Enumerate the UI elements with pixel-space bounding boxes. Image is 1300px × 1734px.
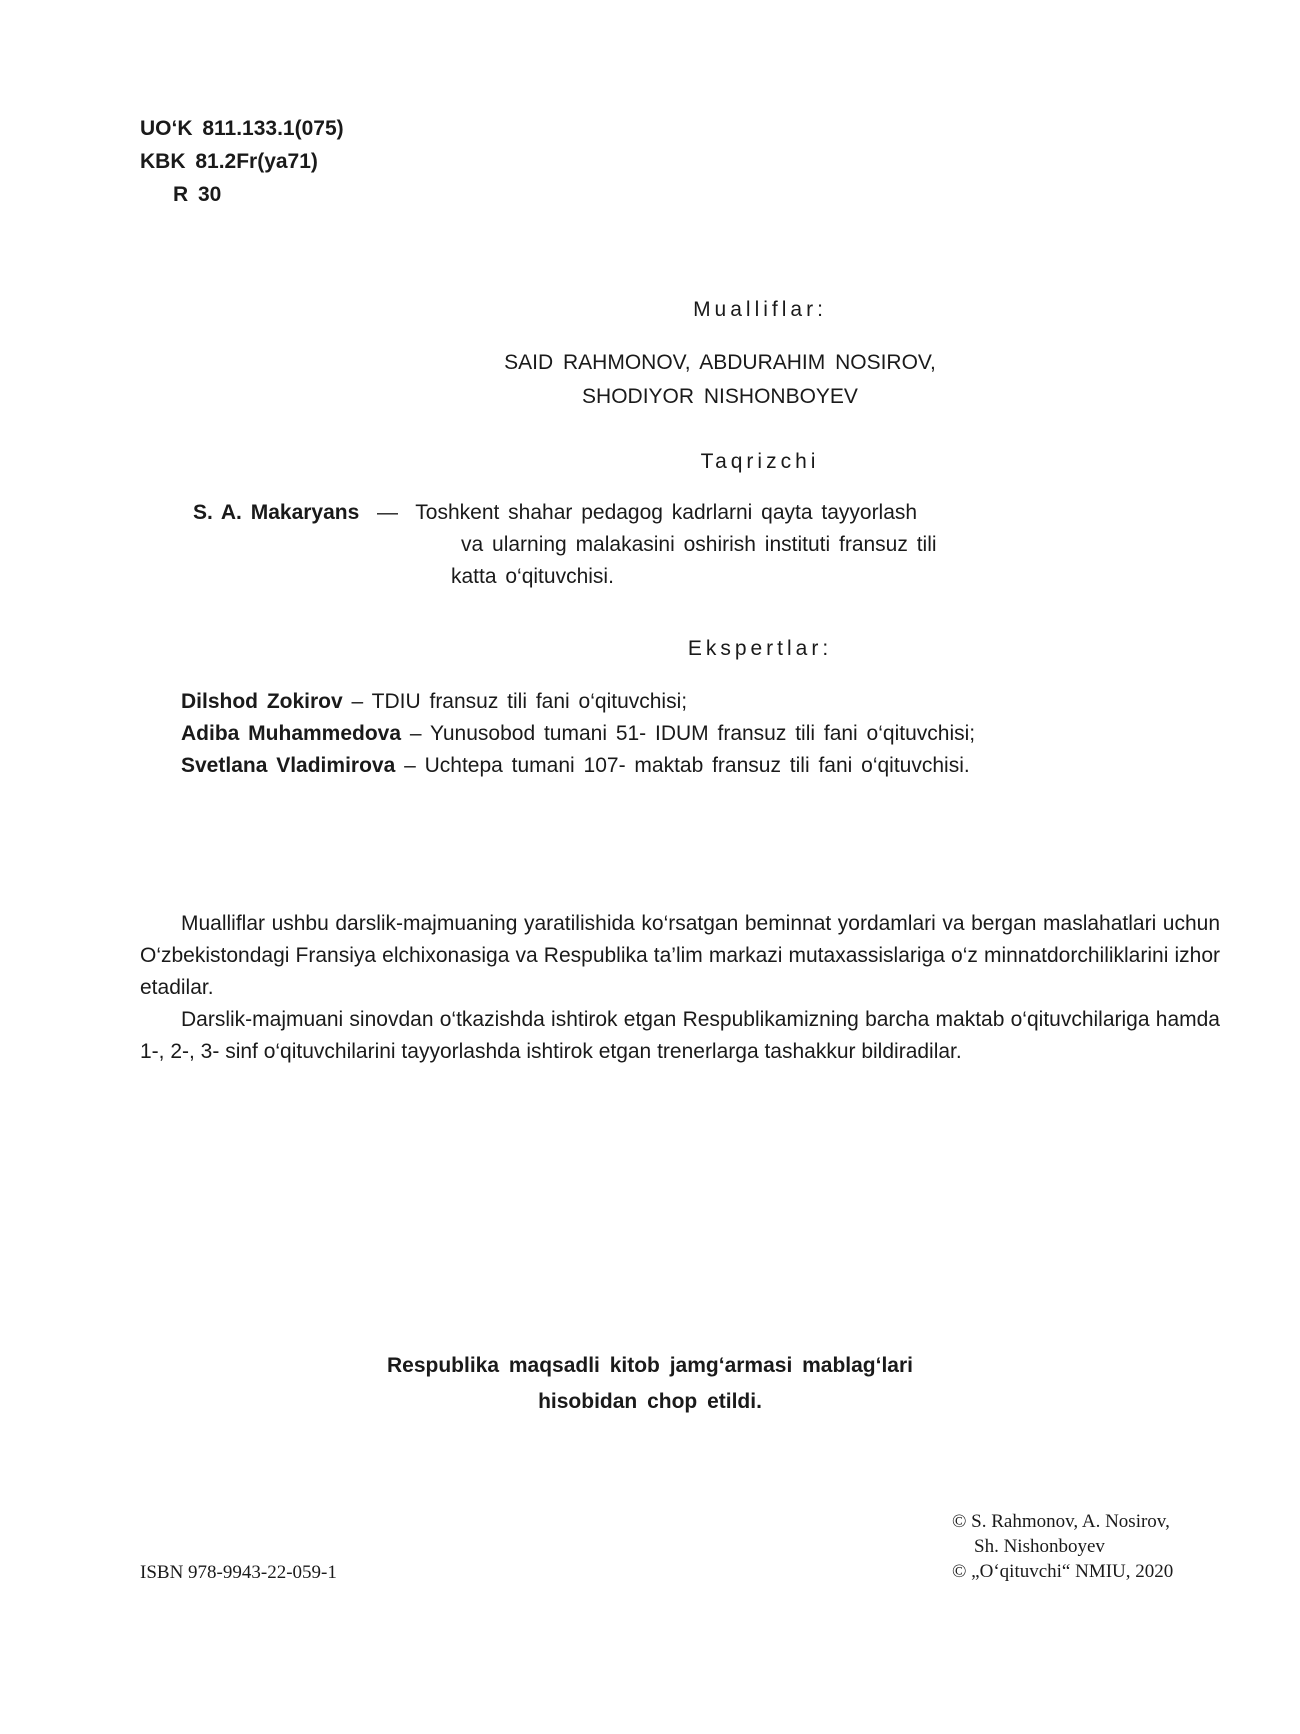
authors-names [420,346,1020,414]
expert-name: Adiba Muhammedova [181,722,402,745]
copyright-block [952,1509,1173,1584]
acknowledgement-paragraph-1: Mualliflar ushbu darslik-majmuaning yaratilishida ko‘rsatgan beminnat yordamlari va bergan maslahatlari uchun O‘zbekistondagi Fransiya elchixonasiga va Respublika ta’lim markazi mutaxassislariga o‘z minnatdorchiliklarini izhor etadilar. [140,912,1220,999]
acknowledgement-paragraph-2: Darslik-majmuani sinovdan o‘tkazishda ishtirok etgan Respublikamizning barcha maktab o‘qituvchilariga hamda 1-, 2-, 3- sinf o‘qituvchilarini tayyorlashda ishtirok etgan trenerlarga tashakkur bildiradilar. [140,1008,1220,1063]
author-code: R 30 [173,183,222,206]
funding-line-2: hisobidan chop etildi. [538,1390,762,1413]
experts-heading: Ekspertlar: [687,637,833,660]
reviewer-name: S. A. Makaryans [193,501,360,524]
reviewer-heading: Taqrizchi [700,450,820,473]
kbk-code: KBK 81.2Fr(ya71) [140,150,318,173]
reviewer-entry [193,497,937,593]
expert-row [181,750,975,782]
authors-line-1: SAID RAHMONOV, ABDURAHIM NOSIROV, [504,351,936,374]
expert-name: Dilshod Zokirov [181,690,343,713]
isbn: ISBN 978-9943-22-059-1 [140,1562,337,1583]
authors-heading: Mualliflar: [693,298,827,321]
authors-line-2: SHODIYOR NISHONBOYEV [582,385,858,408]
expert-row [181,686,975,718]
expert-desc: – TDIU fransuz tili fani o‘qituvchisi; [342,690,688,713]
funding-note [0,1348,1300,1420]
reviewer-desc-1: Toshkent shahar pedagog kadrlarni qayta tayyorlash [415,501,918,524]
udk-code: UO‘K 811.133.1(075) [140,117,344,140]
classification-block [140,112,344,211]
reviewer-desc-2: va ularning malakasini oshirish instituti fransuz tili [461,533,937,556]
reviewer-line-1 [193,497,937,529]
copyright-line-3: © „O‘qituvchi“ NMIU, 2020 [952,1561,1174,1582]
funding-line-1: Respublika maqsadli kitob jamg‘armasi mablag‘lari [386,1354,913,1377]
reviewer-desc-3: katta o‘qituvchisi. [451,565,614,588]
copyright-line-2: Sh. Nishonboyev [974,1536,1105,1557]
expert-name: Svetlana Vladimirova [181,754,396,777]
acknowledgements [140,908,1220,1068]
expert-row [181,718,975,750]
expert-desc: – Uchtepa tumani 107- maktab fransuz tili fani o‘qituvchisi. [395,754,970,777]
expert-desc: – Yunusobod tumani 51- IDUM fransuz tili fani o‘qituvchisi; [401,722,976,745]
experts-list [181,686,975,782]
reviewer-dash: — [376,501,398,524]
copyright-line-1: © S. Rahmonov, A. Nosirov, [952,1511,1170,1532]
